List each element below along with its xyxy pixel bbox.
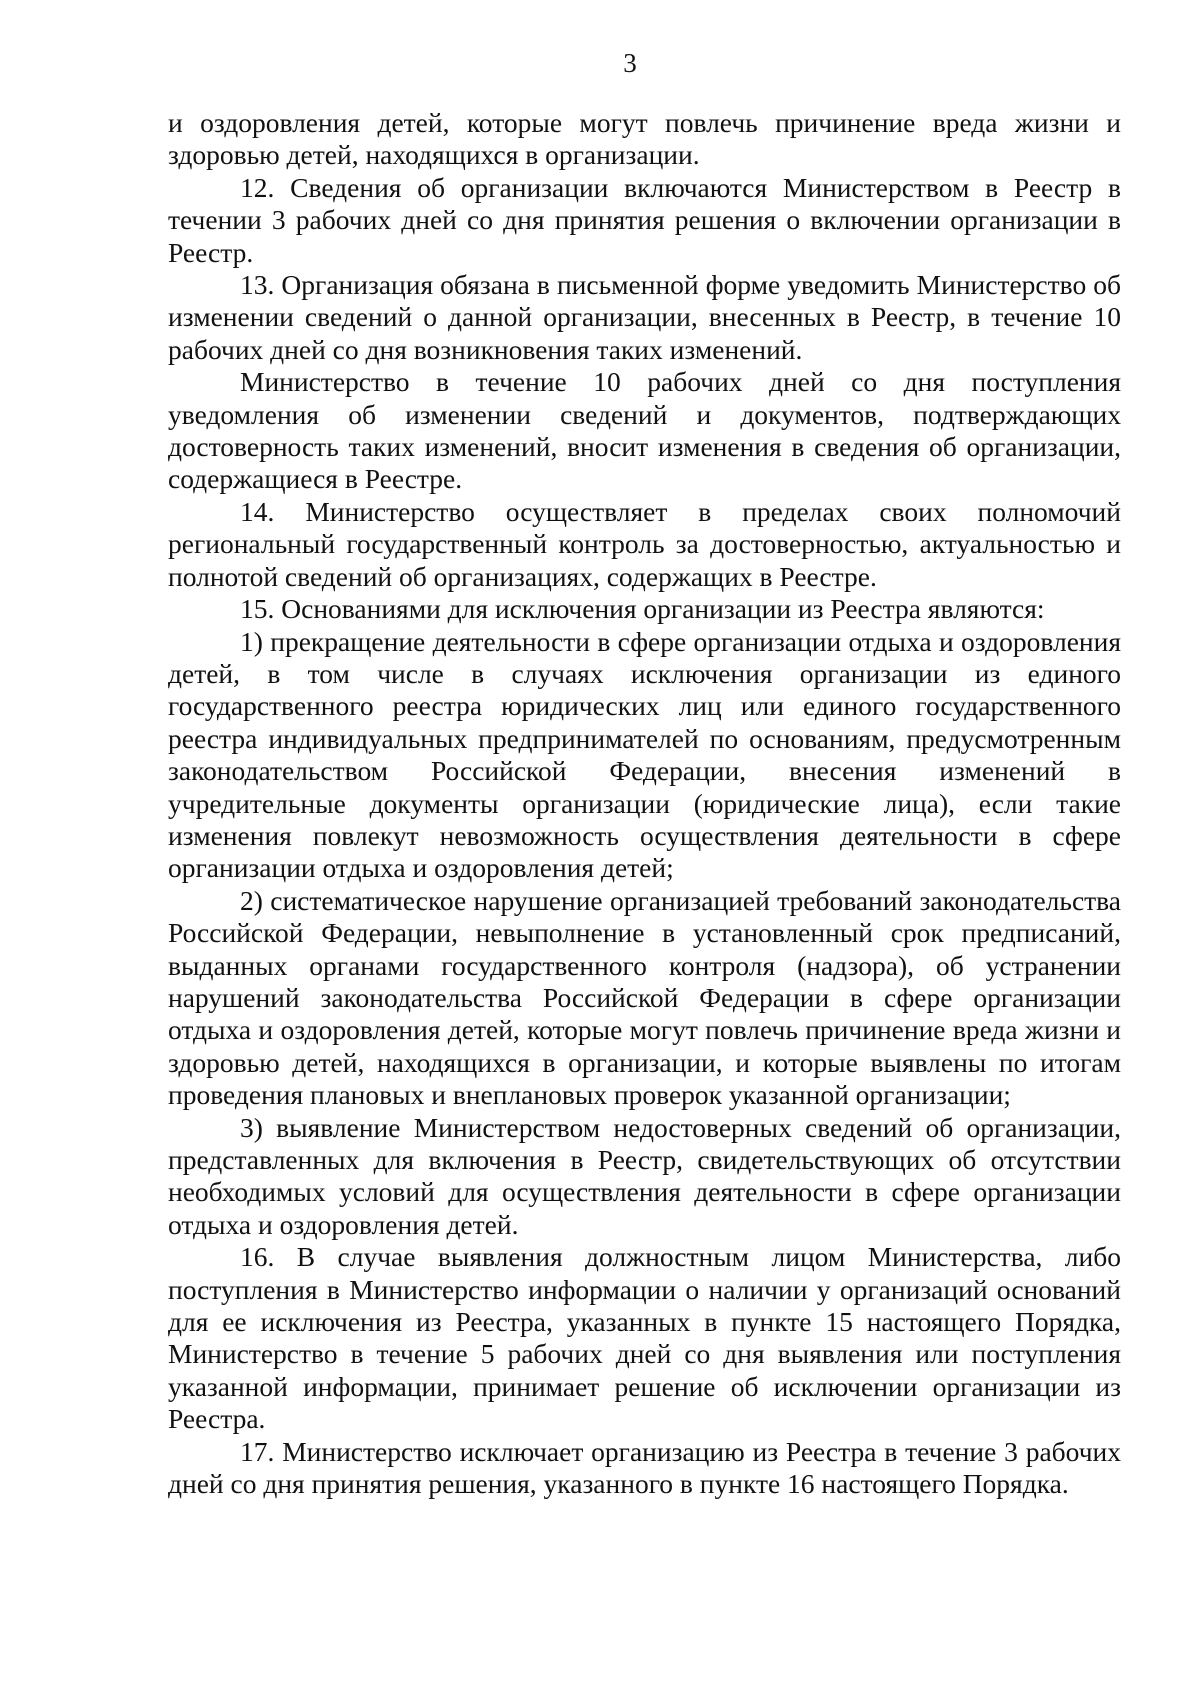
paragraph-item-17: 17. Министерство исключает организацию из Реестра в течение 3 рабочих дней со дня принятия решения, указанного в пункте 16 настоящего Порядка. bbox=[168, 1435, 1121, 1500]
paragraph-item-15-sub-3: 3) выявление Министерством недостоверных сведений об организации, представленных для включения в Реестр, свидетельствующих об отсутствии необходимых условий для осуществления деятельности в сфере организации отдыха и оздоровления детей. bbox=[168, 1111, 1121, 1240]
paragraph-item-15-sub-1: 1) прекращение деятельности в сфере организации отдыха и оздоровления детей, в том числе в случаях исключения организации из единого государственного реестра юридических лиц или единого государственного реестра индивидуальных предпринимателей по основаниям, предусмотренным законодательством Российской Федерации, внесения изменений в учредительные документы организации (юридические лица), если такие изменения повлекут невозможность осуществления деятельности в сфере организации отдыха и оздоровления детей; bbox=[168, 625, 1121, 884]
paragraph-item-14: 14. Министерство осуществляет в пределах своих полномочий региональный государственный контроль за достоверностью, актуальностью и полнотой сведений об организациях, содержащих в Реестре. bbox=[168, 495, 1121, 592]
paragraph-item-13-part-2: Министерство в течение 10 рабочих дней со дня поступления уведомления об изменении сведений и документов, подтверждающих достоверность таких изменений, вносит изменения в сведения об организации, содержащиеся в Реестре. bbox=[168, 366, 1121, 495]
paragraph-item-15-sub-2: 2) систематическое нарушение организацией требований законодательства Российской Федерации, невыполнение в установленный срок предписаний, выданных органами государственного контроля (надзора), об устранении нарушений законодательства Российской Федерации в сфере организации отдыха и оздоровления детей, которые могут повлечь причинение вреда жизни и здоровью детей, находящихся в организации, и которые выявлены по итогам проведения плановых и внеплановых проверок указанной организации; bbox=[168, 884, 1121, 1111]
paragraph-item-15: 15. Основаниями для исключения организации из Реестра являются: bbox=[240, 593, 1045, 625]
paragraph-continuation: и оздоровления детей, которые могут повлечь причинение вреда жизни и здоровью детей, находящихся в организации. bbox=[168, 107, 1121, 171]
document-body bbox=[168, 107, 1121, 1500]
paragraph-item-13: 13. Организация обязана в письменной форме уведомить Министерство об изменении сведений о данной организации, внесенных в Реестр, в течение 10 рабочих дней со дня возникновения таких изменений. bbox=[168, 269, 1121, 365]
paragraph-item-16: 16. В случае выявления должностным лицом Министерства, либо поступления в Министерство информации о наличии у организаций оснований для ее исключения из Реестра, указанных в пункте 15 настоящего Порядка, Министерство в течение 5 рабочих дней со дня выявления или поступления указанной информации, принимает решение об исключении организации из Реестра. bbox=[168, 1241, 1121, 1435]
page-number: 3 bbox=[623, 48, 637, 78]
paragraph-item-12: 12. Сведения об организации включаются Министерством в Реестр в течении 3 рабочих дней со дня принятия решения о включении организации в Реестр. bbox=[168, 171, 1121, 268]
